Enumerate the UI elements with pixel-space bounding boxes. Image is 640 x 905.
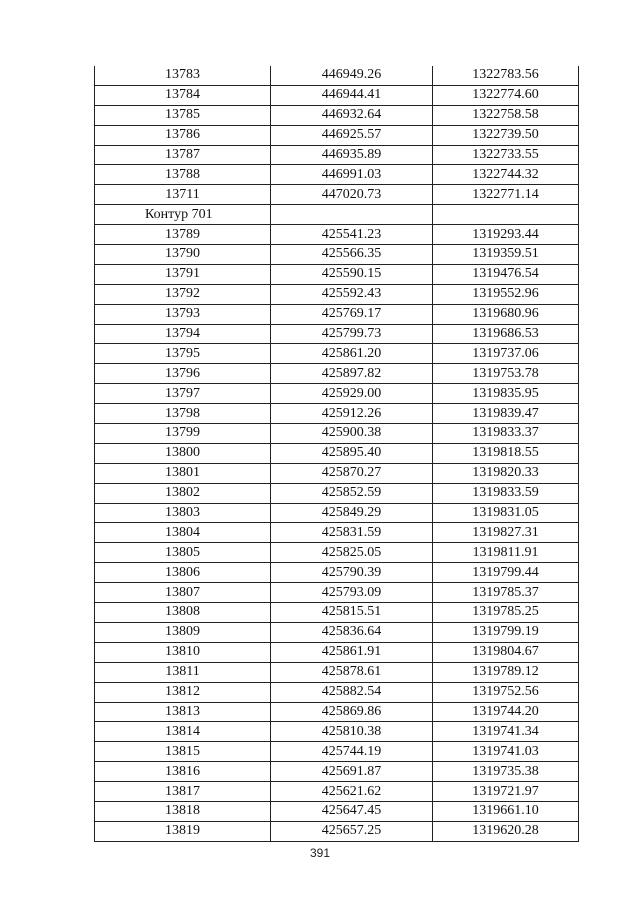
y-coordinate-cell: 1322783.56 <box>433 66 579 85</box>
point-number-cell: 13811 <box>95 662 271 682</box>
y-coordinate-cell: 1319799.44 <box>433 563 579 583</box>
table-row <box>95 821 579 841</box>
x-coordinate-cell: 447020.73 <box>271 185 433 205</box>
x-coordinate-cell: 446944.41 <box>271 85 433 105</box>
table-row <box>95 384 579 404</box>
point-number-cell: 13810 <box>95 642 271 662</box>
x-coordinate-cell: 425657.25 <box>271 821 433 841</box>
point-number-cell: 13711 <box>95 185 271 205</box>
point-number-cell: 13783 <box>95 66 271 85</box>
coordinates-table <box>94 66 579 842</box>
point-number-cell: 13784 <box>95 85 271 105</box>
point-number-cell: 13804 <box>95 523 271 543</box>
table-row <box>95 145 579 165</box>
table-row <box>95 603 579 623</box>
x-coordinate-cell: 425590.15 <box>271 264 433 284</box>
x-coordinate-cell: 425861.91 <box>271 642 433 662</box>
point-number-cell: 13812 <box>95 682 271 702</box>
x-coordinate-cell: 446925.57 <box>271 125 433 145</box>
point-number-cell: 13799 <box>95 424 271 444</box>
table-row <box>95 483 579 503</box>
point-number-cell: 13787 <box>95 145 271 165</box>
x-coordinate-cell: 425897.82 <box>271 364 433 384</box>
y-coordinate-cell: 1319839.47 <box>433 404 579 424</box>
point-number-cell: 13815 <box>95 742 271 762</box>
y-coordinate-cell: 1319721.97 <box>433 782 579 802</box>
point-number-cell: 13818 <box>95 801 271 821</box>
y-coordinate-cell: 1319789.12 <box>433 662 579 682</box>
point-number-cell: 13789 <box>95 225 271 245</box>
y-coordinate-cell: 1319741.34 <box>433 722 579 742</box>
section-row <box>95 205 579 225</box>
point-number-cell: 13797 <box>95 384 271 404</box>
x-coordinate-cell: 425869.86 <box>271 702 433 722</box>
y-coordinate-cell: 1319811.91 <box>433 543 579 563</box>
y-coordinate-cell: 1319804.67 <box>433 642 579 662</box>
table-row <box>95 622 579 642</box>
table-row <box>95 782 579 802</box>
table-row <box>95 801 579 821</box>
y-coordinate-cell: 1319741.03 <box>433 742 579 762</box>
y-coordinate-cell: 1319552.96 <box>433 284 579 304</box>
table-row <box>95 324 579 344</box>
coordinates-table-body <box>95 66 579 841</box>
table-row <box>95 165 579 185</box>
x-coordinate-cell: 425849.29 <box>271 503 433 523</box>
point-number-cell: 13817 <box>95 782 271 802</box>
point-number-cell: 13802 <box>95 483 271 503</box>
y-coordinate-cell: 1319799.19 <box>433 622 579 642</box>
y-coordinate-cell: 1319831.05 <box>433 503 579 523</box>
point-number-cell: 13796 <box>95 364 271 384</box>
table-row <box>95 304 579 324</box>
x-coordinate-cell: 446932.64 <box>271 105 433 125</box>
table-row <box>95 424 579 444</box>
table-row <box>95 523 579 543</box>
x-coordinate-cell: 446935.89 <box>271 145 433 165</box>
point-number-cell: 13794 <box>95 324 271 344</box>
table-row <box>95 105 579 125</box>
x-coordinate-cell: 425900.38 <box>271 424 433 444</box>
y-coordinate-cell: 1319833.37 <box>433 424 579 444</box>
y-coordinate-cell: 1319737.06 <box>433 344 579 364</box>
x-coordinate-cell: 425831.59 <box>271 523 433 543</box>
table-row <box>95 742 579 762</box>
point-number-cell: 13791 <box>95 264 271 284</box>
point-number-cell: 13806 <box>95 563 271 583</box>
table-row <box>95 264 579 284</box>
x-coordinate-cell: 425799.73 <box>271 324 433 344</box>
x-coordinate-cell: 425691.87 <box>271 762 433 782</box>
x-coordinate-cell: 425541.23 <box>271 225 433 245</box>
x-coordinate-cell: 425852.59 <box>271 483 433 503</box>
x-coordinate-cell: 425825.05 <box>271 543 433 563</box>
table-row <box>95 245 579 265</box>
table-row <box>95 125 579 145</box>
x-coordinate-cell: 446991.03 <box>271 165 433 185</box>
point-number-cell: 13803 <box>95 503 271 523</box>
x-coordinate-cell: 425861.20 <box>271 344 433 364</box>
table-row <box>95 404 579 424</box>
table-row <box>95 642 579 662</box>
table-row <box>95 702 579 722</box>
point-number-cell: 13792 <box>95 284 271 304</box>
y-coordinate-cell: 1319827.31 <box>433 523 579 543</box>
y-coordinate-cell: 1319820.33 <box>433 463 579 483</box>
table-row <box>95 563 579 583</box>
x-coordinate-cell: 425815.51 <box>271 603 433 623</box>
y-coordinate-cell: 1322733.55 <box>433 145 579 165</box>
point-number-cell: 13816 <box>95 762 271 782</box>
point-number-cell: 13814 <box>95 722 271 742</box>
page-number: 391 <box>309 846 331 860</box>
point-number-cell: 13808 <box>95 603 271 623</box>
point-number-cell: 13819 <box>95 821 271 841</box>
x-coordinate-cell: 425870.27 <box>271 463 433 483</box>
point-number-cell: 13786 <box>95 125 271 145</box>
y-coordinate-cell: 1319680.96 <box>433 304 579 324</box>
table-row <box>95 762 579 782</box>
table-row <box>95 722 579 742</box>
table-row <box>95 543 579 563</box>
y-coordinate-cell: 1319661.10 <box>433 801 579 821</box>
x-coordinate-cell: 425912.26 <box>271 404 433 424</box>
y-coordinate-cell: 1319818.55 <box>433 443 579 463</box>
x-coordinate-cell: 425790.39 <box>271 563 433 583</box>
table-row <box>95 66 579 85</box>
y-coordinate-cell: 1322758.58 <box>433 105 579 125</box>
x-coordinate-cell: 425895.40 <box>271 443 433 463</box>
x-coordinate-cell: 425621.62 <box>271 782 433 802</box>
table-row <box>95 443 579 463</box>
point-number-cell: 13790 <box>95 245 271 265</box>
point-number-cell: 13798 <box>95 404 271 424</box>
x-coordinate-cell: 425793.09 <box>271 583 433 603</box>
point-number-cell: 13801 <box>95 463 271 483</box>
x-coordinate-cell: 425882.54 <box>271 682 433 702</box>
x-coordinate-cell: 425566.35 <box>271 245 433 265</box>
point-number-cell: 13809 <box>95 622 271 642</box>
table-row <box>95 682 579 702</box>
x-coordinate-cell: 425878.61 <box>271 662 433 682</box>
table-row <box>95 344 579 364</box>
x-coordinate-cell: 425647.45 <box>271 801 433 821</box>
table-row <box>95 503 579 523</box>
table-row <box>95 662 579 682</box>
point-number-cell: 13795 <box>95 344 271 364</box>
point-number-cell: 13788 <box>95 165 271 185</box>
x-coordinate-cell: 446949.26 <box>271 66 433 85</box>
y-coordinate-cell: 1319835.95 <box>433 384 579 404</box>
table-row <box>95 463 579 483</box>
x-coordinate-cell: 425810.38 <box>271 722 433 742</box>
x-coordinate-cell: 425769.17 <box>271 304 433 324</box>
table-row <box>95 225 579 245</box>
y-coordinate-cell: 1319833.59 <box>433 483 579 503</box>
x-coordinate-cell: 425744.19 <box>271 742 433 762</box>
x-coordinate-cell: 425836.64 <box>271 622 433 642</box>
y-coordinate-cell: 1319620.28 <box>433 821 579 841</box>
y-coordinate-cell: 1319785.25 <box>433 603 579 623</box>
table-row <box>95 583 579 603</box>
empty-cell <box>271 205 433 225</box>
point-number-cell: 13807 <box>95 583 271 603</box>
y-coordinate-cell: 1322774.60 <box>433 85 579 105</box>
y-coordinate-cell: 1319753.78 <box>433 364 579 384</box>
y-coordinate-cell: 1322771.14 <box>433 185 579 205</box>
point-number-cell: 13793 <box>95 304 271 324</box>
x-coordinate-cell: 425592.43 <box>271 284 433 304</box>
y-coordinate-cell: 1322739.50 <box>433 125 579 145</box>
y-coordinate-cell: 1319752.56 <box>433 682 579 702</box>
point-number-cell: 13800 <box>95 443 271 463</box>
table-row <box>95 85 579 105</box>
y-coordinate-cell: 1319735.38 <box>433 762 579 782</box>
table-row <box>95 364 579 384</box>
section-title: Контур 701 <box>95 205 271 225</box>
y-coordinate-cell: 1319686.53 <box>433 324 579 344</box>
empty-cell <box>433 205 579 225</box>
x-coordinate-cell: 425929.00 <box>271 384 433 404</box>
y-coordinate-cell: 1319359.51 <box>433 245 579 265</box>
y-coordinate-cell: 1322744.32 <box>433 165 579 185</box>
point-number-cell: 13813 <box>95 702 271 722</box>
table-row <box>95 185 579 205</box>
y-coordinate-cell: 1319785.37 <box>433 583 579 603</box>
point-number-cell: 13805 <box>95 543 271 563</box>
point-number-cell: 13785 <box>95 105 271 125</box>
table-row <box>95 284 579 304</box>
y-coordinate-cell: 1319476.54 <box>433 264 579 284</box>
y-coordinate-cell: 1319744.20 <box>433 702 579 722</box>
y-coordinate-cell: 1319293.44 <box>433 225 579 245</box>
